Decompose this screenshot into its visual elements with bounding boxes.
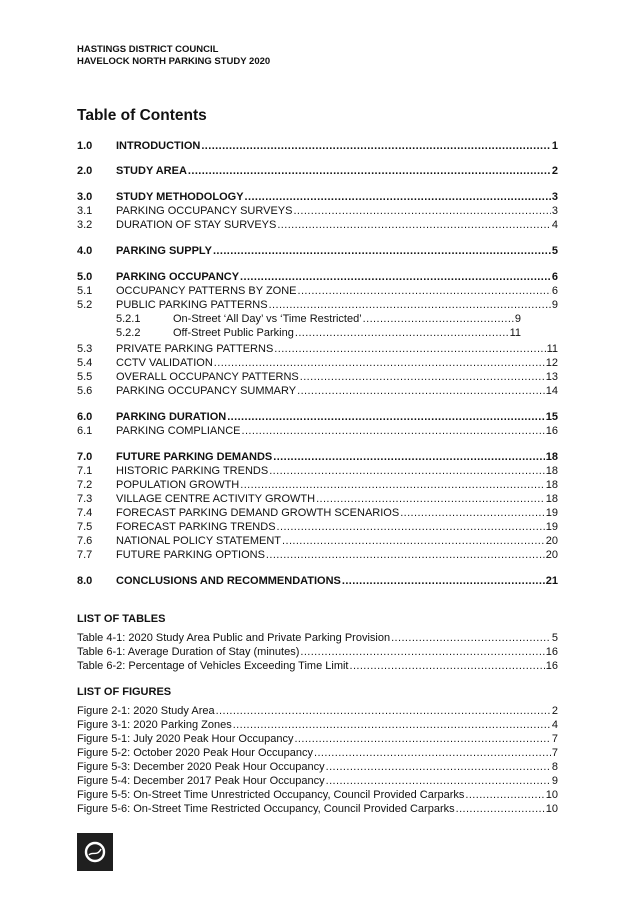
entry-number: 3.1 (77, 205, 93, 217)
toc-subsection-entry[interactable] (77, 493, 558, 507)
toc-subsubsection-entry[interactable] (116, 327, 521, 341)
entry-page-number: 4 (551, 219, 558, 231)
entry-number: 3.0 (77, 191, 93, 203)
entry-page-number: 9 (514, 313, 521, 325)
entry-number: 3.2 (77, 219, 93, 231)
dot-leader (300, 371, 545, 384)
entry-page-number: 14 (545, 385, 558, 397)
toc-section-entry[interactable] (77, 411, 558, 425)
entry-page-number: 9 (551, 775, 558, 787)
entry-number: 6.0 (77, 411, 93, 423)
entry-title: PARKING COMPLIANCE (116, 425, 241, 437)
dot-leader (349, 660, 544, 673)
toc-subsection-entry[interactable] (77, 521, 558, 535)
toc-subsection-entry[interactable] (77, 299, 558, 313)
entry-page-number: 3 (551, 205, 558, 217)
entry-number: 7.7 (77, 549, 93, 561)
toc-subsection-entry[interactable] (77, 219, 558, 233)
dot-leader (342, 575, 545, 588)
dot-leader (391, 632, 551, 645)
toc-subsection-entry[interactable] (77, 343, 558, 357)
list-of-figures-heading: LIST OF FIGURES (77, 686, 172, 698)
figure-list-entry[interactable] (77, 803, 558, 817)
entry-title: FORECAST PARKING TRENDS (116, 521, 276, 533)
entry-page-number: 4 (551, 719, 558, 731)
entry-number: 2.0 (77, 165, 93, 177)
figure-list-entry[interactable] (77, 789, 558, 803)
entry-title: FUTURE PARKING OPTIONS (116, 549, 265, 561)
dot-leader (295, 327, 509, 340)
dot-leader (400, 507, 545, 520)
figure-list-entry[interactable] (77, 719, 558, 733)
entry-title: Figure 5-2: October 2020 Peak Hour Occupancy (77, 747, 314, 759)
figure-list-entry[interactable] (77, 705, 558, 719)
entry-number: 5.5 (77, 371, 93, 383)
entry-page-number: 2 (551, 165, 558, 177)
entry-title: PARKING SUPPLY (116, 245, 212, 257)
entry-page-number: 7 (551, 733, 558, 745)
entry-title: OCCUPANCY PATTERNS BY ZONE (116, 285, 297, 297)
entry-title: FORECAST PARKING DEMAND GROWTH SCENARIOS (116, 507, 400, 519)
dot-leader (297, 385, 545, 398)
dot-leader (214, 357, 545, 370)
entry-number: 5.2.1 (116, 313, 141, 325)
entry-title: PARKING OCCUPANCY SURVEYS (116, 205, 293, 217)
entry-title: CCTV VALIDATION (116, 357, 213, 369)
entry-title: On-Street ‘All Day’ vs ‘Time Restricted’ (173, 313, 362, 325)
entry-number: 5.0 (77, 271, 93, 283)
dot-leader (326, 775, 551, 788)
toc-section-entry[interactable] (77, 191, 558, 205)
toc-section-entry[interactable] (77, 271, 558, 285)
entry-page-number: 13 (545, 371, 558, 383)
company-logo-icon (84, 841, 106, 863)
dot-leader (216, 705, 551, 718)
entry-number: 7.4 (77, 507, 93, 519)
toc-subsection-entry[interactable] (77, 507, 558, 521)
dot-leader (300, 646, 544, 659)
header-study: HAVELOCK NORTH PARKING STUDY 2020 (77, 56, 271, 67)
entry-number: 4.0 (77, 245, 93, 257)
entry-page-number: 5 (551, 632, 558, 644)
toc-title: Table of Contents (77, 107, 207, 124)
entry-title: VILLAGE CENTRE ACTIVITY GROWTH (116, 493, 316, 505)
dot-leader (293, 205, 550, 218)
toc-subsection-entry[interactable] (77, 549, 558, 563)
dot-leader (188, 165, 551, 178)
entry-title: Table 6-2: Percentage of Vehicles Exceeding Time Limit (77, 660, 349, 672)
dot-leader (269, 465, 545, 478)
entry-title: PARKING OCCUPANCY SUMMARY (116, 385, 297, 397)
dot-leader (266, 549, 545, 562)
header-council: HASTINGS DISTRICT COUNCIL (77, 44, 219, 55)
entry-title: Off-Street Public Parking (173, 327, 294, 339)
entry-title: NATIONAL POLICY STATEMENT (116, 535, 282, 547)
entry-title: Table 4-1: 2020 Study Area Public and Private Parking Provision (77, 632, 391, 644)
toc-section-entry[interactable] (77, 140, 558, 154)
dot-leader (465, 789, 544, 802)
entry-page-number: 6 (551, 271, 558, 283)
company-logo (77, 833, 113, 871)
dot-leader (282, 535, 545, 548)
entry-page-number: 12 (545, 357, 558, 369)
dot-leader (277, 521, 545, 534)
dot-leader (456, 803, 545, 816)
figure-list-entry[interactable] (77, 733, 558, 747)
entry-number: 5.3 (77, 343, 93, 355)
entry-number: 1.0 (77, 140, 93, 152)
entry-title: DURATION OF STAY SURVEYS (116, 219, 277, 231)
dot-leader (277, 219, 551, 232)
toc-subsubsection-entry[interactable] (116, 313, 521, 327)
toc-subsection-entry[interactable] (77, 479, 558, 493)
entry-title: FUTURE PARKING DEMANDS (116, 451, 273, 463)
entry-page-number: 7 (551, 747, 558, 759)
dot-leader (201, 140, 551, 153)
toc-subsection-entry[interactable] (77, 465, 558, 479)
entry-title: Figure 5-1: July 2020 Peak Hour Occupancy (77, 733, 294, 745)
entry-page-number: 6 (551, 285, 558, 297)
toc-subsection-entry[interactable] (77, 385, 558, 399)
document-header (77, 44, 270, 68)
entry-title: HISTORIC PARKING TRENDS (116, 465, 269, 477)
entry-title: Table 6-1: Average Duration of Stay (minutes) (77, 646, 300, 658)
entry-page-number: 18 (545, 479, 558, 491)
entry-page-number: 20 (545, 549, 558, 561)
toc-section-entry[interactable] (77, 165, 558, 179)
toc-section-entry[interactable] (77, 245, 558, 259)
toc-subsection-entry[interactable] (77, 535, 558, 549)
entry-page-number: 8 (551, 761, 558, 773)
entry-title: Figure 5-4: December 2017 Peak Hour Occupancy (77, 775, 325, 787)
figure-list-entry[interactable] (77, 761, 558, 775)
figure-list-entry[interactable] (77, 747, 558, 761)
entry-page-number: 18 (545, 465, 558, 477)
entry-number: 7.5 (77, 521, 93, 533)
dot-leader (326, 761, 551, 774)
entry-number: 6.1 (77, 425, 93, 437)
dot-leader (363, 313, 514, 326)
entry-page-number: 5 (551, 245, 558, 257)
entry-number: 8.0 (77, 575, 93, 587)
entry-number: 5.4 (77, 357, 93, 369)
entry-page-number: 10 (545, 803, 558, 815)
dot-leader (273, 451, 545, 464)
toc-subsection-entry[interactable] (77, 285, 558, 299)
dot-leader (227, 411, 545, 424)
entry-page-number: 1 (551, 140, 558, 152)
entry-number: 7.1 (77, 465, 93, 477)
dot-leader (316, 493, 545, 506)
entry-page-number: 18 (545, 451, 558, 463)
entry-title: PARKING DURATION (116, 411, 227, 423)
entry-page-number: 16 (545, 646, 558, 658)
dot-leader (269, 299, 551, 312)
dot-leader (233, 719, 551, 732)
entry-page-number: 9 (551, 299, 558, 311)
dot-leader (298, 285, 551, 298)
entry-title: Figure 3-1: 2020 Parking Zones (77, 719, 232, 731)
figure-list-entry[interactable] (77, 775, 558, 789)
entry-title: PARKING OCCUPANCY (116, 271, 240, 283)
dot-leader (314, 747, 551, 760)
entry-title: POPULATION GROWTH (116, 479, 240, 491)
entry-number: 5.2.2 (116, 327, 141, 339)
entry-number: 7.2 (77, 479, 93, 491)
dot-leader (240, 479, 545, 492)
dot-leader (274, 343, 545, 356)
entry-page-number: 19 (545, 521, 558, 533)
entry-title: PRIVATE PARKING PATTERNS (116, 343, 274, 355)
entry-page-number: 16 (545, 660, 558, 672)
entry-page-number: 11 (509, 327, 521, 339)
dot-leader (242, 425, 545, 438)
entry-title: STUDY AREA (116, 165, 187, 177)
entry-page-number: 2 (551, 705, 558, 717)
dot-leader (213, 245, 551, 258)
entry-title: Figure 2-1: 2020 Study Area (77, 705, 215, 717)
entry-page-number: 21 (545, 575, 558, 587)
entry-number: 7.6 (77, 535, 93, 547)
entry-title: Figure 5-5: On-Street Time Unrestricted Occupancy, Council Provided Carparks (77, 789, 465, 801)
entry-page-number: 15 (545, 411, 558, 423)
table-list-entry[interactable] (77, 646, 558, 660)
entry-title: Figure 5-3: December 2020 Peak Hour Occupancy (77, 761, 325, 773)
entry-page-number: 19 (545, 507, 558, 519)
toc-subsection-entry[interactable] (77, 425, 558, 439)
entry-page-number: 16 (545, 425, 558, 437)
entry-number: 5.2 (77, 299, 93, 311)
dot-leader (240, 271, 551, 284)
entry-page-number: 11 (546, 343, 558, 355)
table-list-entry[interactable] (77, 632, 558, 646)
entry-number: 7.0 (77, 451, 93, 463)
dot-leader (245, 191, 551, 204)
dot-leader (294, 733, 550, 746)
toc-subsection-entry[interactable] (77, 371, 558, 385)
entry-page-number: 10 (545, 789, 558, 801)
toc-section-entry[interactable] (77, 575, 558, 589)
entry-title: OVERALL OCCUPANCY PATTERNS (116, 371, 299, 383)
entry-number: 5.1 (77, 285, 93, 297)
entry-number: 5.6 (77, 385, 93, 397)
entry-page-number: 3 (551, 191, 558, 203)
entry-title: INTRODUCTION (116, 140, 201, 152)
toc-subsection-entry[interactable] (77, 357, 558, 371)
entry-page-number: 18 (545, 493, 558, 505)
entry-title: STUDY METHODOLOGY (116, 191, 244, 203)
entry-number: 7.3 (77, 493, 93, 505)
toc-subsection-entry[interactable] (77, 205, 558, 219)
entry-title: PUBLIC PARKING PATTERNS (116, 299, 268, 311)
table-list-entry[interactable] (77, 660, 558, 674)
entry-title: CONCLUSIONS AND RECOMMENDATIONS (116, 575, 341, 587)
entry-title: Figure 5-6: On-Street Time Restricted Occupancy, Council Provided Carparks (77, 803, 455, 815)
entry-page-number: 20 (545, 535, 558, 547)
toc-section-entry[interactable] (77, 451, 558, 465)
list-of-tables-heading: LIST OF TABLES (77, 613, 166, 625)
